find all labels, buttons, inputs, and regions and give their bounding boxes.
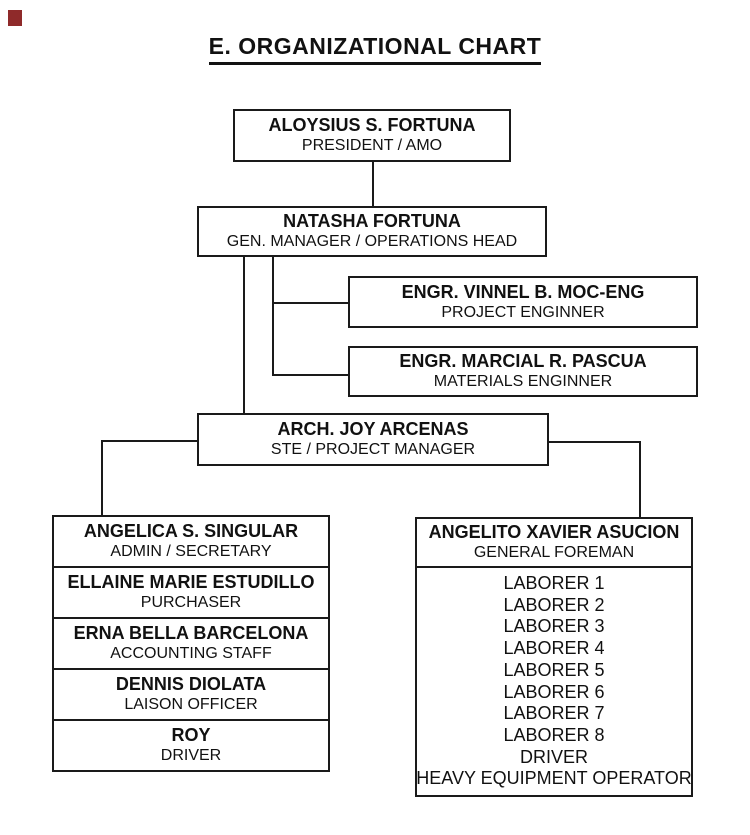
general-manager-box	[197, 206, 547, 257]
crew-line: LABORER 6	[503, 681, 605, 702]
connector-president-to-gm	[372, 161, 374, 206]
red-corner-mark	[8, 10, 22, 26]
project-engineer-box	[348, 276, 698, 328]
materials-engineer-role: MATERIALS ENGINNER	[433, 373, 613, 391]
staff-role: PURCHASER	[140, 594, 242, 612]
connector-pm-left-branch	[101, 440, 197, 442]
page-title-row	[0, 33, 750, 65]
crew-list-box	[415, 566, 693, 797]
project-engineer-name: ENGR. VINNEL B. MOC-ENG	[401, 281, 645, 302]
staff-role: ACCOUNTING STAFF	[110, 645, 272, 663]
general-manager-name: NATASHA FORTUNA	[283, 211, 461, 232]
staff-name: ROY	[171, 725, 211, 746]
crew-line: LABORER 8	[503, 724, 605, 745]
connector-to-materials-engineer	[272, 374, 348, 376]
general-foreman-role: GENERAL FOREMAN	[473, 544, 635, 562]
admin-staff-stack	[52, 515, 330, 772]
page-title: E. ORGANIZATIONAL CHART	[209, 33, 542, 65]
crew-line: LABORER 7	[503, 703, 605, 724]
project-manager-box	[197, 413, 549, 466]
admin-staff-row	[54, 617, 328, 668]
project-manager-role: STE / PROJECT MANAGER	[270, 441, 476, 459]
connector-to-project-engineer	[272, 302, 348, 304]
general-foreman-name: ANGELITO XAVIER ASUCION	[428, 522, 680, 543]
general-foreman-box	[415, 517, 693, 568]
project-engineer-role: PROJECT ENGINNER	[441, 303, 605, 321]
crew-line: HEAVY EQUIPMENT OPERATOR	[416, 768, 692, 789]
crew-line: LABORER 5	[503, 659, 605, 680]
crew-line: LABORER 4	[503, 638, 605, 659]
admin-staff-row	[54, 668, 328, 719]
crew-line: DRIVER	[519, 746, 588, 767]
staff-name: ANGELICA S. SINGULAR	[83, 521, 299, 542]
staff-role: ADMIN / SECRETARY	[110, 543, 272, 561]
connector-pm-right-branch	[549, 441, 641, 443]
connector-left-drop	[101, 440, 103, 515]
materials-engineer-box	[348, 346, 698, 397]
connector-right-drop	[639, 441, 641, 517]
president-role: PRESIDENT / AMO	[301, 137, 443, 155]
materials-engineer-name: ENGR. MARCIAL R. PASCUA	[399, 351, 647, 372]
president-name: ALOYSIUS S. FORTUNA	[268, 115, 476, 136]
president-box	[233, 109, 511, 162]
staff-name: ERNA BELLA BARCELONA	[73, 623, 309, 644]
staff-role: DRIVER	[160, 747, 222, 765]
admin-staff-row	[54, 566, 328, 617]
general-manager-role: GEN. MANAGER / OPERATIONS HEAD	[226, 233, 518, 251]
crew-line: LABORER 1	[503, 572, 605, 593]
crew-line: LABORER 2	[503, 594, 605, 615]
crew-line: LABORER 3	[503, 616, 605, 637]
connector-gm-engineers-drop	[272, 256, 274, 376]
admin-staff-row	[54, 517, 328, 566]
project-manager-name: ARCH. JOY ARCENAS	[277, 419, 469, 440]
staff-role: LAISON OFFICER	[124, 696, 258, 714]
staff-name: ELLAINE MARIE ESTUDILLO	[67, 572, 315, 593]
staff-name: DENNIS DIOLATA	[115, 674, 267, 695]
connector-gm-to-pm	[243, 256, 245, 413]
admin-staff-row	[54, 719, 328, 770]
